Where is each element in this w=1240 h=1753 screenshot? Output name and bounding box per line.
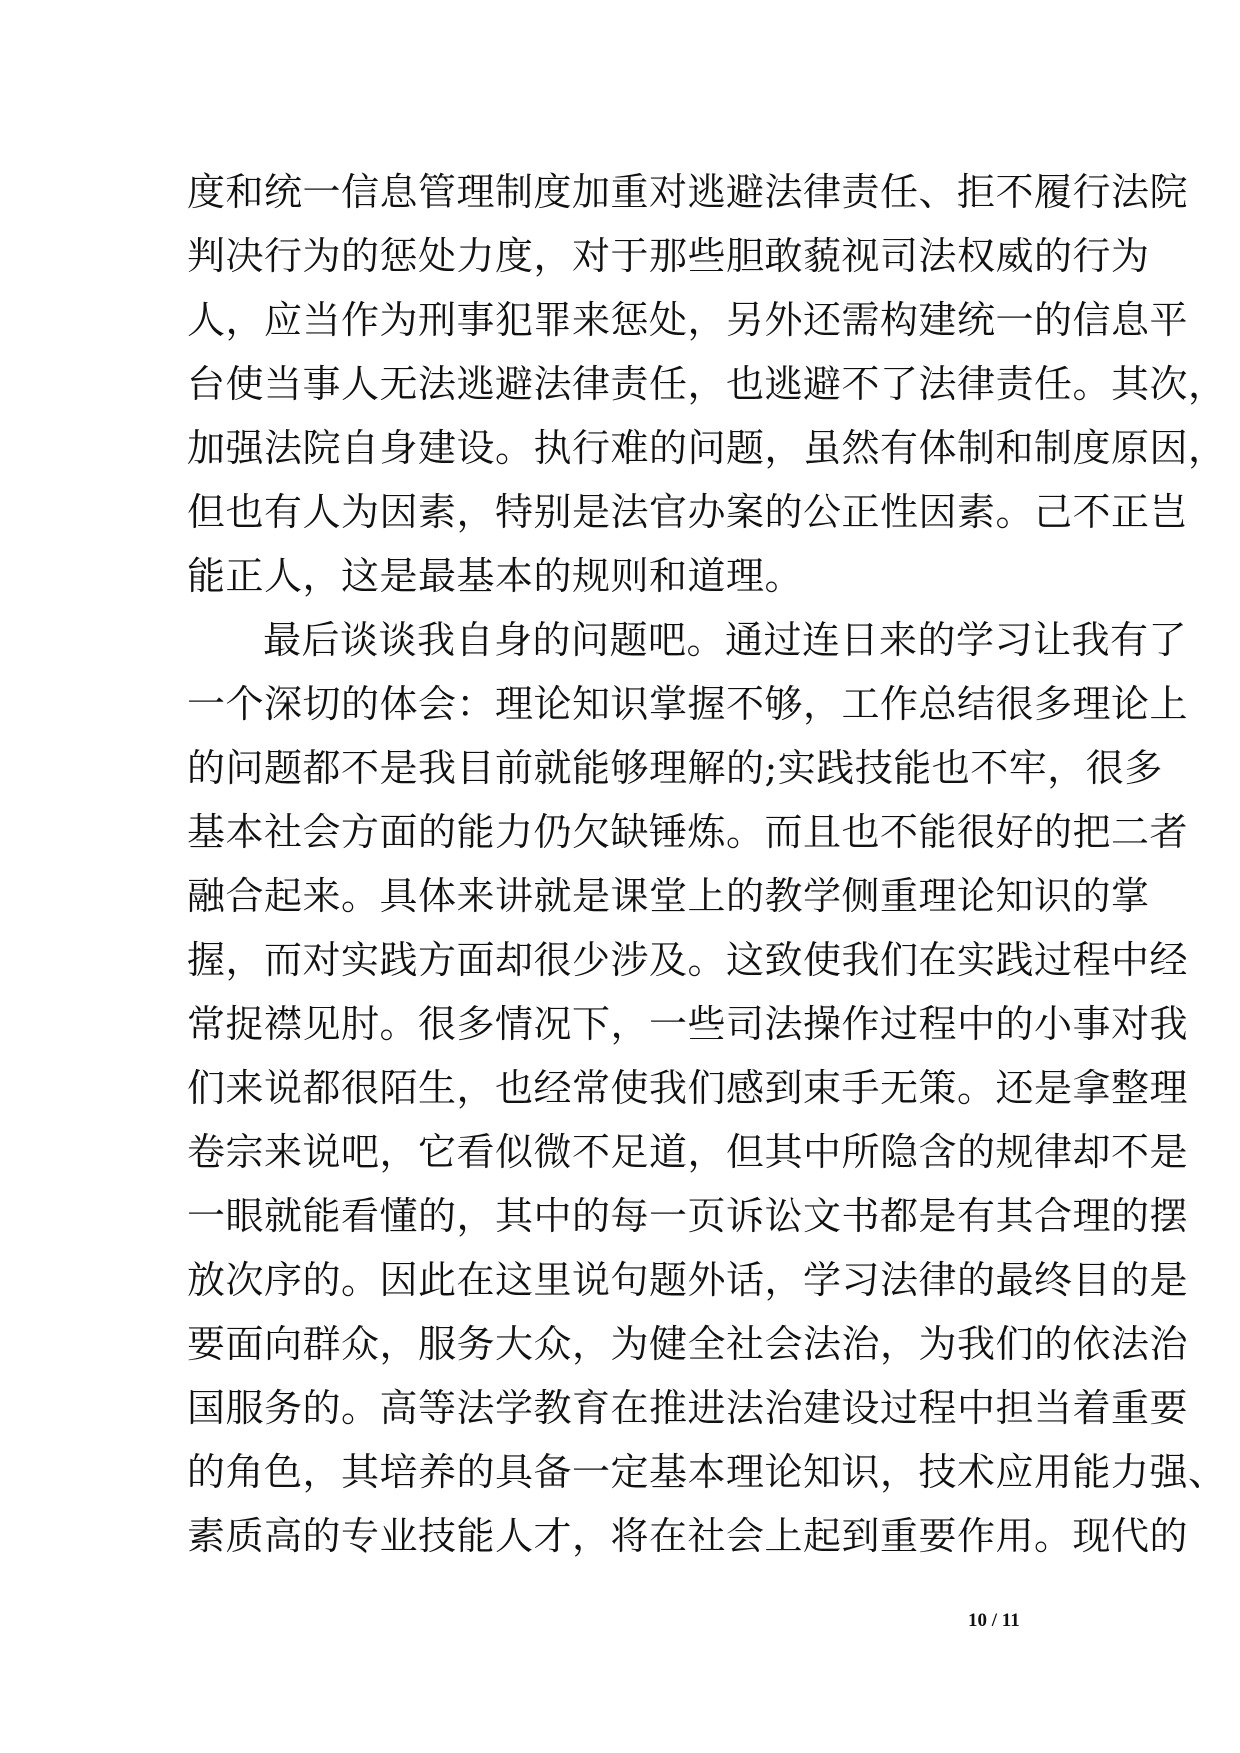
text-line: 素质高的专业技能人才，将在社会上起到重要作用。现代的: [187, 1514, 1189, 1558]
paragraph-1: [187, 160, 1227, 608]
text-line: 但也有人为因素，特别是法官办案的公正性因素。己不正岂: [187, 490, 1189, 534]
text-line: 融合起来。具体来讲就是课堂上的教学侧重理论知识的掌: [187, 874, 1150, 918]
text-line: 能正人，这是最基本的规则和道理。: [187, 554, 804, 598]
text-line: 的角色，其培养的具备一定基本理论知识，技术应用能力强、: [187, 1450, 1227, 1494]
text-line: 握，而对实践方面却很少涉及。这致使我们在实践过程中经: [187, 938, 1189, 982]
text-line: 卷宗来说吧，它看似微不足道，但其中所隐含的规律却不是: [187, 1130, 1189, 1174]
text-line: [187, 1568, 1057, 1632]
text-line: 基本社会方面的能力仍欠缺锤炼。而且也不能很好的把二者: [187, 810, 1189, 854]
text-line: 加强法院自身建设。执行难的问题，虽然有体制和制度原因，: [187, 426, 1227, 470]
text-line: 判决行为的惩处力度，对于那些胆敢藐视司法权威的行为: [187, 234, 1150, 278]
text-line: 常捉襟见肘。很多情况下，一些司法操作过程中的小事对我: [187, 1002, 1189, 1046]
page-number: 10 / 11: [968, 1610, 1020, 1631]
text-line: 最后谈谈我自身的问题吧。通过连日来的学习让我有了: [263, 618, 1188, 662]
text-line: 们来说都很陌生，也经常使我们感到束手无策。还是拿整理: [187, 1066, 1189, 1110]
text-line: 要面向群众，服务大众，为健全社会法治，为我们的依法治: [187, 1322, 1189, 1366]
text-line: 度和统一信息管理制度加重对逃避法律责任、拒不履行法院: [187, 170, 1189, 214]
text-line: 的问题都不是我目前就能够理解的;实践技能也不牢，很多: [187, 746, 1163, 790]
text-line: [187, 1632, 1057, 1696]
text-line: 台使当事人无法逃避法律责任，也逃避不了法律责任。其次，: [187, 362, 1227, 406]
paragraph-2: [187, 608, 1227, 1696]
text-line: 人，应当作为刑事犯罪来惩处，另外还需构建统一的信息平: [187, 298, 1189, 342]
text-line: 国服务的。高等法学教育在推进法治建设过程中担当着重要: [187, 1386, 1189, 1430]
document-body: [187, 160, 1227, 1696]
text-line: 放次序的。因此在这里说句题外话，学习法律的最终目的是: [187, 1258, 1189, 1302]
text-line: 一个深切的体会：理论知识掌握不够，工作总结很多理论上: [187, 682, 1189, 726]
text-line: 一眼就能看懂的，其中的每一页诉讼文书都是有其合理的摆: [187, 1194, 1189, 1238]
